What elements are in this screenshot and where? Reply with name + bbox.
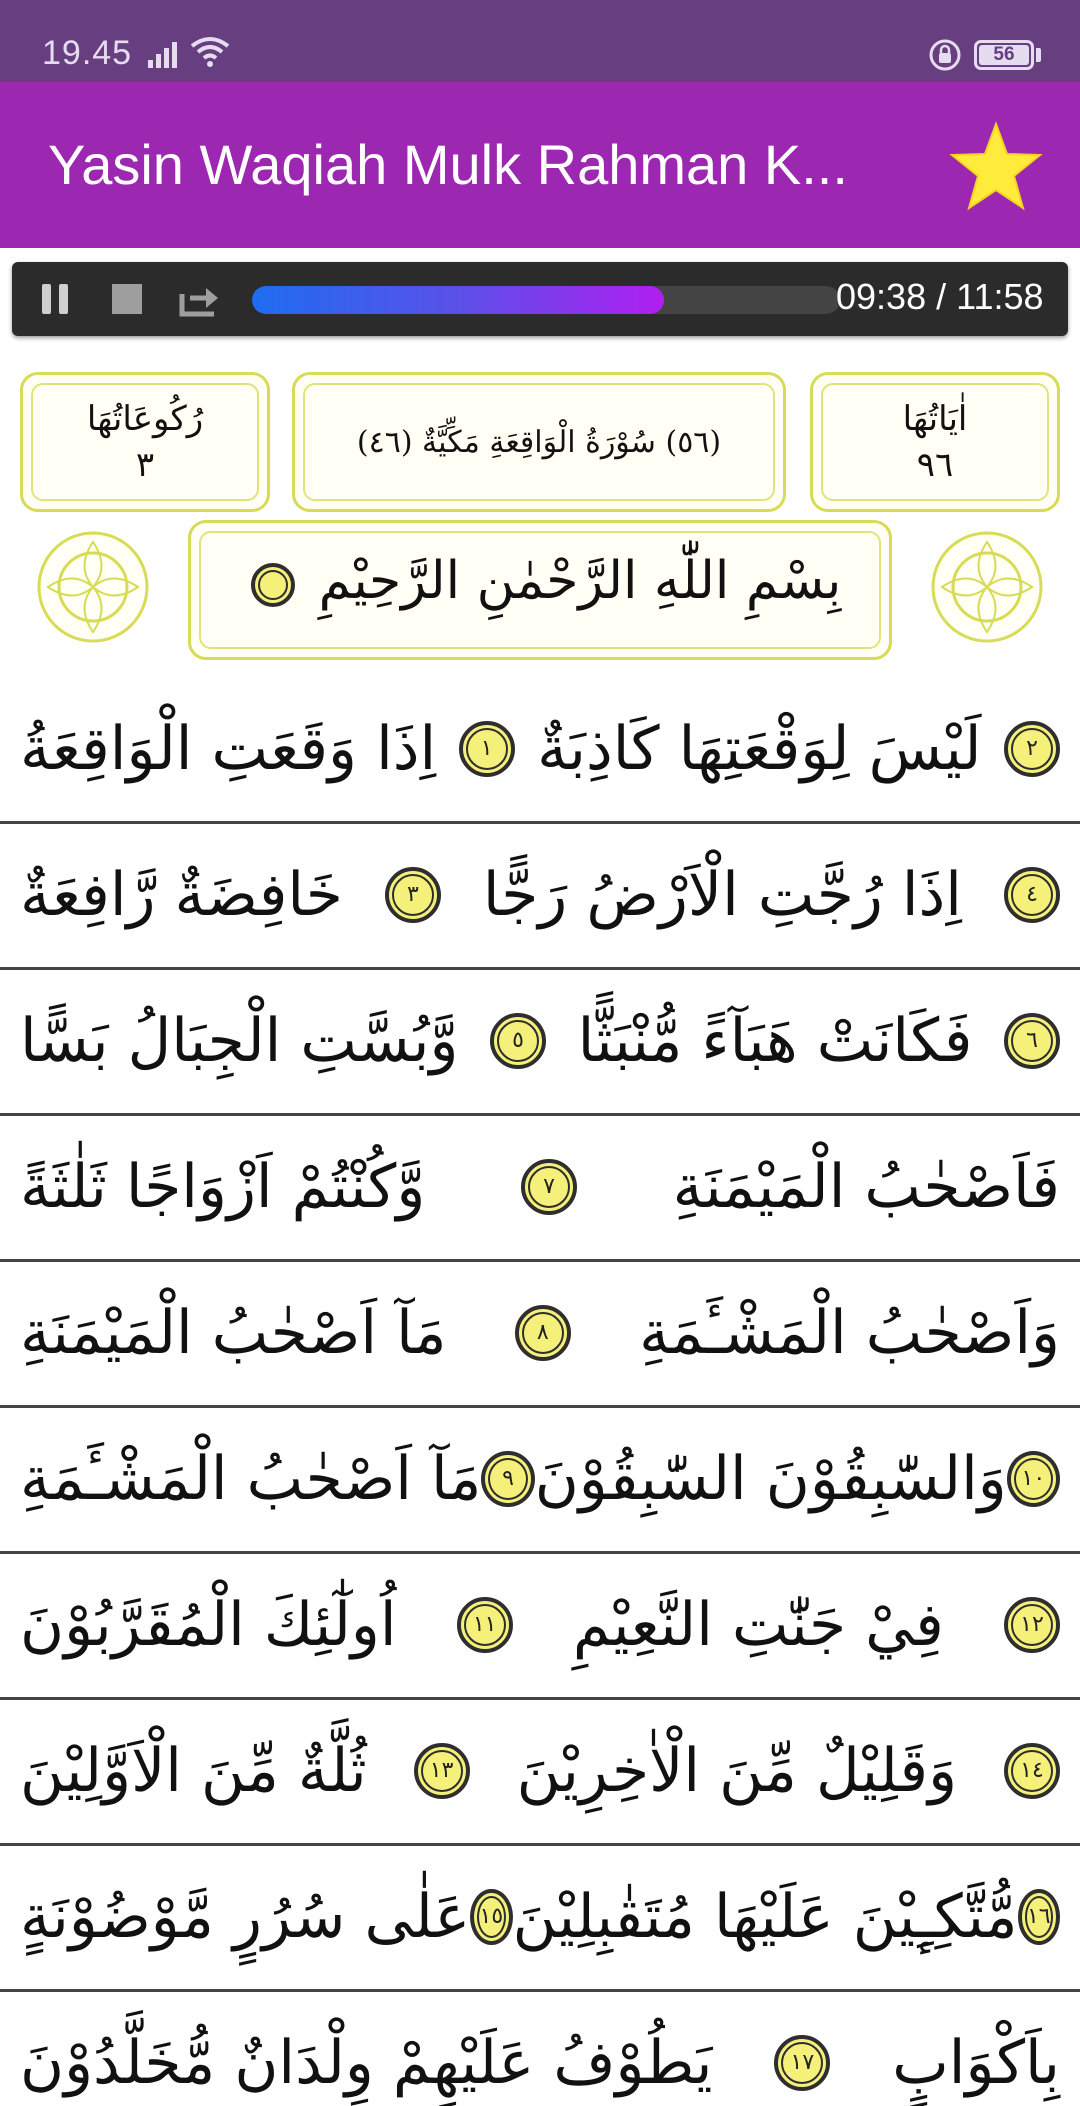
verse-segment: بِاَكْوَابٍ (892, 2028, 1060, 2098)
ayah-number-marker: ٨ (515, 1305, 571, 1361)
verse-segment: ثُلَّةٌ مِّنَ الْاَوَّلِيْنَ (20, 1736, 367, 1806)
ayah-number-marker: ٥ (490, 1013, 546, 1069)
verse-segment: فَاَصْحٰبُ الْمَيْمَنَةِ (672, 1152, 1060, 1222)
verse-segment: وَاَصْحٰبُ الْمَشْـَٔمَةِ (639, 1298, 1060, 1368)
ayah-number-marker: ٧ (521, 1159, 577, 1215)
status-time: 19.45 (42, 34, 133, 72)
ayah-number-marker: ١ (459, 721, 515, 777)
ayah-number-marker: ٢ (1004, 721, 1060, 777)
ayah-number-marker: ٣ (385, 867, 441, 923)
ayah-number-marker: ١٦ (1018, 1889, 1060, 1945)
battery-tip (1036, 48, 1041, 62)
verse-segment: مَآ اَصْحٰبُ الْمَشْـَٔمَةِ (20, 1444, 482, 1514)
verse-line (0, 1846, 1080, 1992)
rukus-frame (20, 372, 270, 512)
verse-segment: لَيْسَ لِوَقْعَتِهَا كَاذِبَةٌ (537, 714, 982, 784)
ayat-frame (810, 372, 1060, 512)
app-bar (0, 82, 1080, 248)
verse-line (0, 1700, 1080, 1846)
stop-button[interactable] (104, 276, 150, 322)
app-title: Yasin Waqiah Mulk Rahman K... (48, 133, 848, 196)
rotation-lock-icon (928, 38, 962, 72)
verse-line-text (20, 1288, 1060, 1378)
ayah-number-marker: ١٧ (774, 2035, 830, 2091)
pause-button[interactable] (32, 276, 78, 322)
verse-line (0, 1992, 1080, 2106)
floral-ornament-icon (924, 522, 1050, 652)
ornament-circle (251, 563, 295, 607)
ayah-number-marker: ١٥ (470, 1889, 512, 1945)
progress-fill (252, 286, 664, 314)
verse-line (0, 1262, 1080, 1408)
verse-line (0, 1408, 1080, 1554)
verse-line-text (20, 850, 1060, 940)
ayah-number-marker: ١٤ (1004, 1743, 1060, 1799)
verse-line-text (20, 704, 1060, 794)
verse-line-text (20, 1872, 1060, 1962)
repeat-button[interactable] (176, 276, 222, 322)
verse-line-text (20, 1142, 1060, 1232)
verse-segment: وَالسّٰبِقُوْنَ السّٰبِقُوْنَ (534, 1444, 1007, 1514)
verse-segment: اِذَا وَقَعَتِ الْوَاقِعَةُ (20, 714, 437, 784)
verse-segment: وَّكُنْتُمْ اَزْوَاجًا ثَلٰثَةً (20, 1152, 426, 1222)
verse-line (0, 824, 1080, 970)
surah-title: (٥٦) سُوْرَةُ الْوَاقِعَةِ مَكِّيَّةٌ (٤٦) (356, 425, 722, 460)
ayah-number-marker: ١١ (457, 1597, 513, 1653)
verse-line-text (20, 1580, 1060, 1670)
ayah-number-marker: ٦ (1004, 1013, 1060, 1069)
status-bar (0, 0, 1080, 82)
verse-segment: فَكَانَتْ هَبَآءً مُّنْبَثًّا (577, 1006, 973, 1076)
ayah-number-marker: ١٣ (414, 1743, 470, 1799)
quran-page (0, 350, 1080, 2106)
verse-segment: مَآ اَصْحٰبُ الْمَيْمَنَةِ (20, 1298, 447, 1368)
audio-player (12, 262, 1068, 336)
favorite-star-icon[interactable] (948, 120, 1044, 212)
ayah-number-marker: ١٢ (1004, 1597, 1060, 1653)
verse-segment: فِيْ جَنّٰتِ النَّعِيْمِ (572, 1590, 944, 1660)
progress-bar[interactable] (252, 286, 840, 314)
ayah-number-marker: ٤ (1004, 867, 1060, 923)
rukus-label: رُكُوعَاتُهَا (86, 399, 204, 439)
verse-segment: وَقَلِيْلٌ مِّنَ الْاٰخِرِيْنَ (516, 1736, 958, 1806)
verse-segment: عَلٰى سُرُرٍ مَّوْضُوْنَةٍ (20, 1882, 471, 1952)
wifi-icon (190, 36, 230, 68)
ayat-value: ٩٦ (916, 445, 954, 485)
verse-line (0, 1554, 1080, 1700)
verse-segment: اُولٰٓئِكَ الْمُقَرَّبُوْنَ (20, 1590, 397, 1660)
ayah-number-marker: ١٠ (1007, 1451, 1060, 1507)
verse-segment: يَطُوْفُ عَلَيْهِمْ وِلْدَانٌ مُّخَلَّدُوْنَ (20, 2028, 713, 2098)
ayat-label: اٰيَاتُهَا (902, 399, 968, 439)
verse-line-text (20, 1434, 1060, 1524)
bismillah-frame (188, 520, 892, 660)
verse-line-text (20, 2018, 1060, 2106)
playback-time: 09:38 / 11:58 (836, 276, 1044, 317)
signal-icon (146, 40, 180, 68)
verse-segment: وَّبُسَّتِ الْجِبَالُ بَسًّا (20, 1006, 459, 1076)
bismillah-text: بِسْمِ اللّٰهِ الرَّحْمٰنِ الرَّحِيْمِ (318, 551, 842, 611)
verse-segment: اِذَا رُجَّتِ الْاَرْضُ رَجًّا (482, 860, 962, 930)
rukus-value: ٣ (135, 445, 155, 485)
ayah-number-marker: ٩ (481, 1451, 534, 1507)
verse-segment: مُّتَّكِـِٕيْنَ عَلَيْهَا مُتَقٰبِلِيْنَ (512, 1882, 1018, 1952)
battery-level: 56 (979, 45, 1029, 65)
verse-segment: خَافِضَةٌ رَّافِعَةٌ (20, 860, 343, 930)
verse-line (0, 970, 1080, 1116)
floral-ornament-icon (30, 522, 156, 652)
battery-icon (974, 40, 1034, 70)
verse-line (0, 678, 1080, 824)
verse-line-text (20, 1726, 1060, 1816)
verse-line-text (20, 996, 1060, 1086)
verse-line (0, 1116, 1080, 1262)
surah-title-frame (292, 372, 786, 512)
